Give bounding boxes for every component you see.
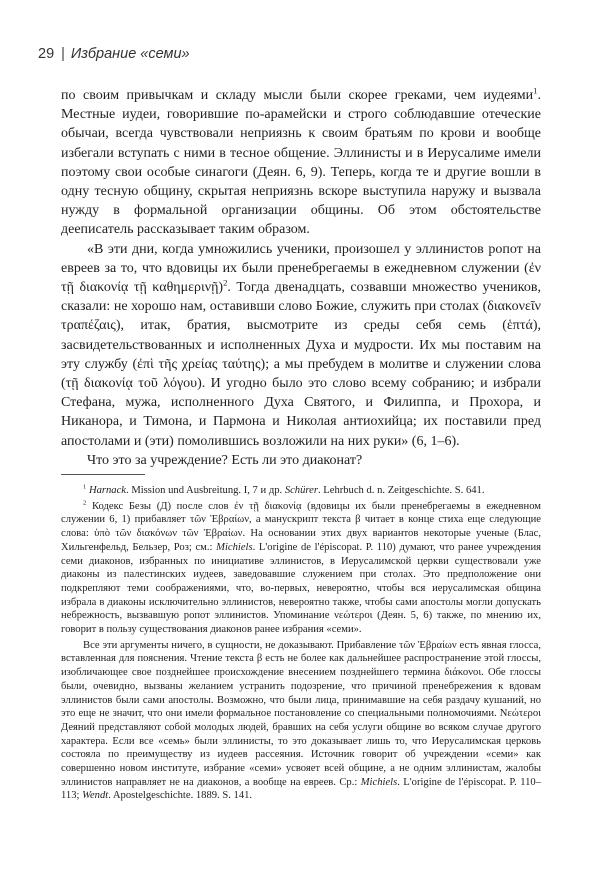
footnote-divider	[61, 474, 145, 475]
footnote-1-author-harnack: Harnack	[88, 485, 127, 496]
paragraph-3-question: Что это за учреждение? Есть ли это диаконат?	[87, 452, 363, 468]
footnotes	[61, 484, 541, 805]
running-title: Избрание «семи»	[70, 46, 190, 62]
footnote-2-author-michiels: Michiels	[216, 541, 253, 553]
footnote-2-text-b: . L'origine de l'épiscopat. P. 110) думают, что ранее учреждения семи диаконов, избранных по инициативе эллинистов, в Иерусалимской церкви существовали уже диаконы из палестинских иудеев, заведовавшие служением при столах. Это предположение они подкрепляют теми соображениями, что, во-первых, невероятно, чтобы вся иерусалимская община избрала в диаконы исключительно эллинистов, невероятно также, чтобы сами апостолы могли допускать небрежность, вызвавшую ропот эллинистов. Упоминание νεώτεροι (Деян. 5, 6) также, по мнению их, говорит в пользу существования диаконов ранее избрания «семи».	[61, 541, 541, 636]
footnote-2-mark: 2	[83, 499, 87, 507]
footnote-3-text-c: . Apostelgeschichte. 1889. S. 141.	[108, 790, 253, 802]
paragraph-2-text-a: «В эти дни, когда умножились ученики, произошел у эллинистов ропот на евреев за то, что вдовицы их были пренебрегаемы в ежедневном служении (ἐν τῇ διακονίᾳ τῇ καθημερινῇ)	[61, 241, 541, 296]
footnote-ref-1[interactable]: 1	[533, 85, 538, 96]
paragraph-2-quote	[61, 240, 541, 451]
footnote-3-author-wendt: Wendt	[82, 790, 109, 802]
footnote-2-text-a: Кодекс Безы (Д) после слов ἐν τῇ διακονίᾳ (вдовицы их были пренебрегаемы в ежедневном служении 6, 1) прибавляет τῶν Ἑβραίων, а манускрипт текста β читает в конце стиха еще следующие слова: ὑπὸ τῶν διακόνων τῶν Ἑβραίων. На основании этих двух вариантов некоторые ученые (Блас, Хильгенфельд, Бельзер, Роз; см.:	[61, 500, 541, 553]
footnote-3-author-michiels: Michiels	[360, 776, 398, 788]
page-number: 29	[38, 46, 55, 62]
paragraph-2-text-b: . Тогда двенадцать, созвавши множество учеников, сказали: не хорошо нам, оставивши слово Божие, служить при столах (διακονεῖν τραπέζαις), итак, братия, высмотрите из среды себя семь (ἑπτά), засвидетельствованных и исполненных Духа и мудрости. Их мы поставим на эту службу (ἐπὶ τῆς χρείας ταύτης); а мы пребудем в молитве и служении слова (τῇ διακονίᾳ τοῦ λόγου). И угодно было это слово всему собранию; и избрали Стефана, мужа, исполненного Духа Святого, и Филиппа, и Прохора, и Никанора, и Тимона, и Пармона и Николая антиохийца; их поставили пред апостолами и (эти) помолившись возложили на них руки» (6, 1–6).	[61, 280, 541, 449]
footnote-1-author-schurer: Schürer	[284, 485, 318, 496]
paragraph-1-text-b: . Местные иудеи, говорившие по-арамейски и строго соблюдавшие отеческие обычаи, всегда чувствовали неприязнь к своим братьям по крови и вообще избегали вступать с ними в тесное общение. Эллинисты и в Иерусалиме имели поэтому свои особые синагоги (Деян. 6, 9). Теперь, когда те и другие вошли в одну тесную общину, скрытая неприязнь вскоре выступила наружу и вызвала нужду в формальной организации общины. Об этом обстоятельстве дееписатель рассказывает таким образом.	[61, 88, 541, 238]
paragraph-1	[61, 86, 541, 240]
running-header	[38, 46, 558, 62]
main-text	[61, 86, 541, 470]
footnote-1-text-a: . Mission und Ausbreitung. I, 7 и др.	[126, 485, 285, 496]
footnote-3-text-a: Все эти аргументы ничего, в сущности, не доказывают. Прибавление τῶν Ἑβραίων есть явная глосса, вставленная для пояснения. Чтение текста β есть не более как дальнейшее распространение этой глоссы, изобличающее свое позднейшее происхождение внесением позднейшего термина διάκονοι. Обе глоссы были, очевидно, вызваны желанием устранить подозрение, что причиной пренебрежения к вдовам эллинистов были сами апостолы. Возможно, что были лица, принимавшие на себя раздачу кушаний, но это еще не значит, что они имели формальное постановление со специальными полномочиями. Νεώτεροι Деяний представляют собой молодых людей, бравших на себя услуги общине во всяком случае другого характера. Если все «семь» были эллинисты, то это доказывает лишь то, что Иерусалимская церковь состояла по преимуществу из иудеев рассеяния. Источник говорит об учреждении «семи» как совершенно новом институте, избрание «семи» усвояет всей общине, а не одним эллинистам, жалобы эллинистов направляет не на диаконов, а вообще на евреев. Ср.:	[61, 639, 541, 788]
footnote-ref-2[interactable]: 2	[223, 277, 228, 288]
footnote-2	[61, 500, 541, 637]
footnote-1	[61, 484, 541, 498]
footnote-2-continuation	[61, 639, 541, 803]
footnote-3-text-b: . L'origine de l'épiscopat. P. 110–113;	[61, 776, 541, 802]
paragraph-1-text-a: по своим привычкам и складу мысли были скорее греками, чем иудеями	[61, 88, 534, 103]
footnote-1-text-b: . Lehrbuch d. n. Zeitgeschichte. S. 641.	[317, 485, 485, 496]
footnote-1-mark: 1	[83, 483, 87, 491]
header-separator: |	[61, 46, 65, 62]
